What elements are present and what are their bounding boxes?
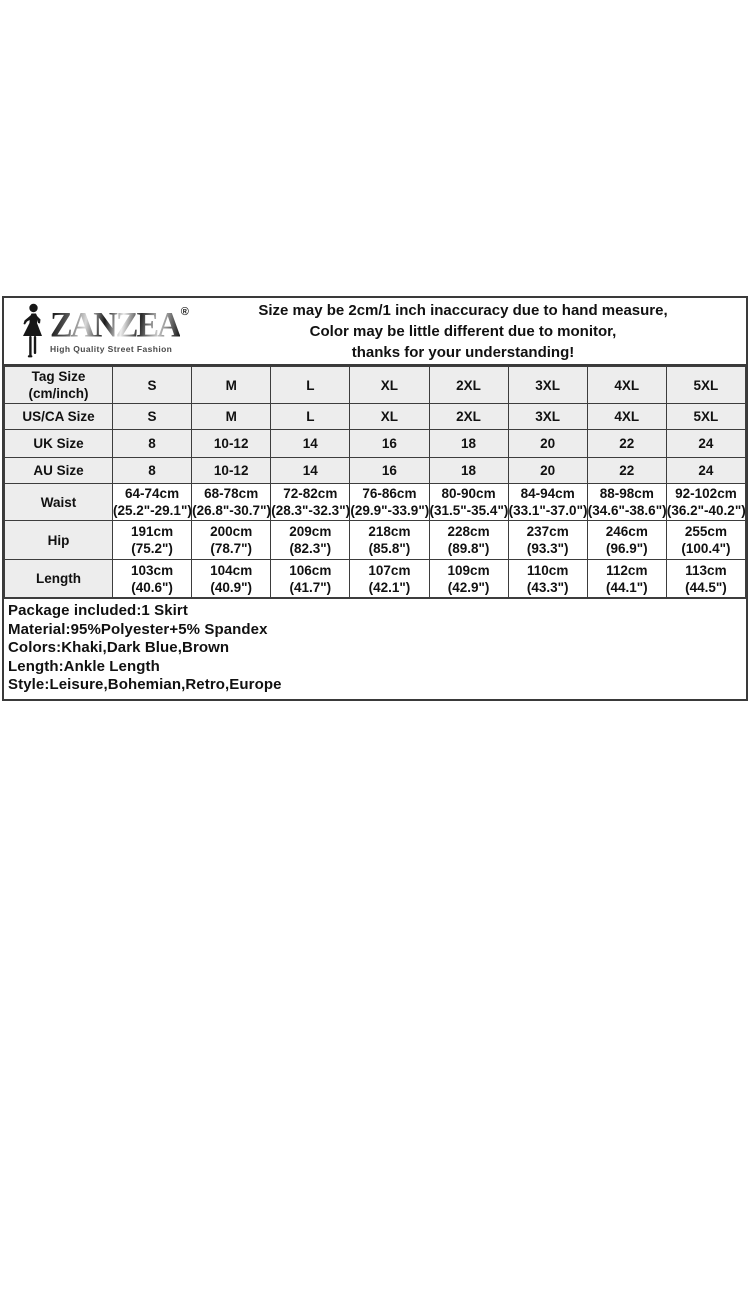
size-cell: 103cm (40.6") bbox=[113, 560, 192, 598]
size-cell: 8 bbox=[113, 458, 192, 484]
size-cell: 76-86cm (29.9"-33.9") bbox=[350, 484, 429, 521]
size-cell: S bbox=[113, 404, 192, 430]
size-table bbox=[4, 366, 746, 598]
product-info-line: Colors:Khaki,Dark Blue,Brown bbox=[8, 639, 230, 657]
size-cell: 109cm (42.9") bbox=[429, 560, 508, 598]
size-cell: 16 bbox=[350, 458, 429, 484]
size-cell: 113cm (44.5") bbox=[666, 560, 745, 598]
row-label: Hip bbox=[5, 521, 113, 560]
disclaimer-line: Size may be 2cm/1 inch inaccuracy due to hand measure, bbox=[258, 301, 668, 319]
disclaimer-line: thanks for your understanding! bbox=[351, 343, 575, 361]
size-cell: 5XL bbox=[666, 367, 745, 404]
size-cell: 3XL bbox=[508, 404, 587, 430]
table-row bbox=[5, 430, 746, 458]
size-cell: 3XL bbox=[508, 367, 587, 404]
size-cell: 107cm (42.1") bbox=[350, 560, 429, 598]
size-cell: 10-12 bbox=[192, 458, 271, 484]
size-cell: S bbox=[113, 367, 192, 404]
registered-mark-icon: ® bbox=[180, 305, 189, 318]
size-cell: 10-12 bbox=[192, 430, 271, 458]
size-cell: 84-94cm (33.1"-37.0") bbox=[508, 484, 587, 521]
size-cell: 218cm (85.8") bbox=[350, 521, 429, 560]
size-cell: 8 bbox=[113, 430, 192, 458]
size-cell: 255cm (100.4") bbox=[666, 521, 745, 560]
logo-text bbox=[50, 305, 189, 354]
disclaimer-text bbox=[200, 300, 746, 363]
size-cell: 22 bbox=[587, 458, 666, 484]
product-info bbox=[4, 598, 746, 699]
size-cell: 112cm (44.1") bbox=[587, 560, 666, 598]
row-label: US/CA Size bbox=[5, 404, 113, 430]
size-cell: 72-82cm (28.3"-32.3") bbox=[271, 484, 350, 521]
size-cell: 14 bbox=[271, 458, 350, 484]
row-label: Waist bbox=[5, 484, 113, 521]
size-cell: XL bbox=[350, 367, 429, 404]
product-info-line: Style:Leisure,Bohemian,Retro,Europe bbox=[8, 676, 282, 694]
woman-silhouette-icon bbox=[16, 303, 48, 359]
size-cell: XL bbox=[350, 404, 429, 430]
size-cell: 4XL bbox=[587, 404, 666, 430]
table-row bbox=[5, 521, 746, 560]
size-chart-sheet bbox=[2, 296, 748, 701]
row-label: Tag Size (cm/inch) bbox=[5, 367, 113, 404]
size-cell: L bbox=[271, 367, 350, 404]
size-cell: 88-98cm (34.6"-38.6") bbox=[587, 484, 666, 521]
size-cell: 246cm (96.9") bbox=[587, 521, 666, 560]
row-label: Length bbox=[5, 560, 113, 598]
brand-tagline: High Quality Street Fashion bbox=[50, 343, 173, 354]
size-cell: 20 bbox=[508, 430, 587, 458]
size-cell: 14 bbox=[271, 430, 350, 458]
size-cell: 64-74cm (25.2"-29.1") bbox=[113, 484, 192, 521]
size-cell: 237cm (93.3") bbox=[508, 521, 587, 560]
size-cell: 18 bbox=[429, 458, 508, 484]
size-cell: 68-78cm (26.8"-30.7") bbox=[192, 484, 271, 521]
size-cell: 22 bbox=[587, 430, 666, 458]
size-cell: 16 bbox=[350, 430, 429, 458]
size-cell: 209cm (82.3") bbox=[271, 521, 350, 560]
size-cell: 5XL bbox=[666, 404, 745, 430]
product-info-line: Package included:1 Skirt bbox=[8, 602, 188, 619]
product-info-line: Material:95%Polyester+5% Spandex bbox=[8, 620, 268, 638]
size-cell: 18 bbox=[429, 430, 508, 458]
header bbox=[4, 298, 746, 366]
table-row bbox=[5, 458, 746, 484]
size-cell: 110cm (43.3") bbox=[508, 560, 587, 598]
size-cell: 104cm (40.9") bbox=[192, 560, 271, 598]
size-cell: 92-102cm (36.2"-40.2") bbox=[666, 484, 745, 521]
zanzea-logo bbox=[4, 303, 200, 359]
size-cell: 2XL bbox=[429, 404, 508, 430]
size-cell: L bbox=[271, 404, 350, 430]
size-cell: 24 bbox=[666, 458, 745, 484]
row-label: AU Size bbox=[5, 458, 113, 484]
table-row bbox=[5, 404, 746, 430]
table-row bbox=[5, 484, 746, 521]
size-cell: 200cm (78.7") bbox=[192, 521, 271, 560]
product-info-line: Length:Ankle Length bbox=[8, 657, 160, 675]
size-cell: M bbox=[192, 404, 271, 430]
table-row bbox=[5, 560, 746, 598]
row-label: UK Size bbox=[5, 430, 113, 458]
size-cell: 2XL bbox=[429, 367, 508, 404]
size-cell: M bbox=[192, 367, 271, 404]
size-cell: 228cm (89.8") bbox=[429, 521, 508, 560]
brand-name: ZANZEA bbox=[50, 305, 180, 345]
size-cell: 4XL bbox=[587, 367, 666, 404]
disclaimer-line: Color may be little different due to monitor, bbox=[309, 322, 617, 340]
table-row bbox=[5, 367, 746, 404]
size-cell: 24 bbox=[666, 430, 745, 458]
size-cell: 191cm (75.2") bbox=[113, 521, 192, 560]
size-cell: 20 bbox=[508, 458, 587, 484]
size-cell: 80-90cm (31.5"-35.4") bbox=[429, 484, 508, 521]
size-cell: 106cm (41.7") bbox=[271, 560, 350, 598]
